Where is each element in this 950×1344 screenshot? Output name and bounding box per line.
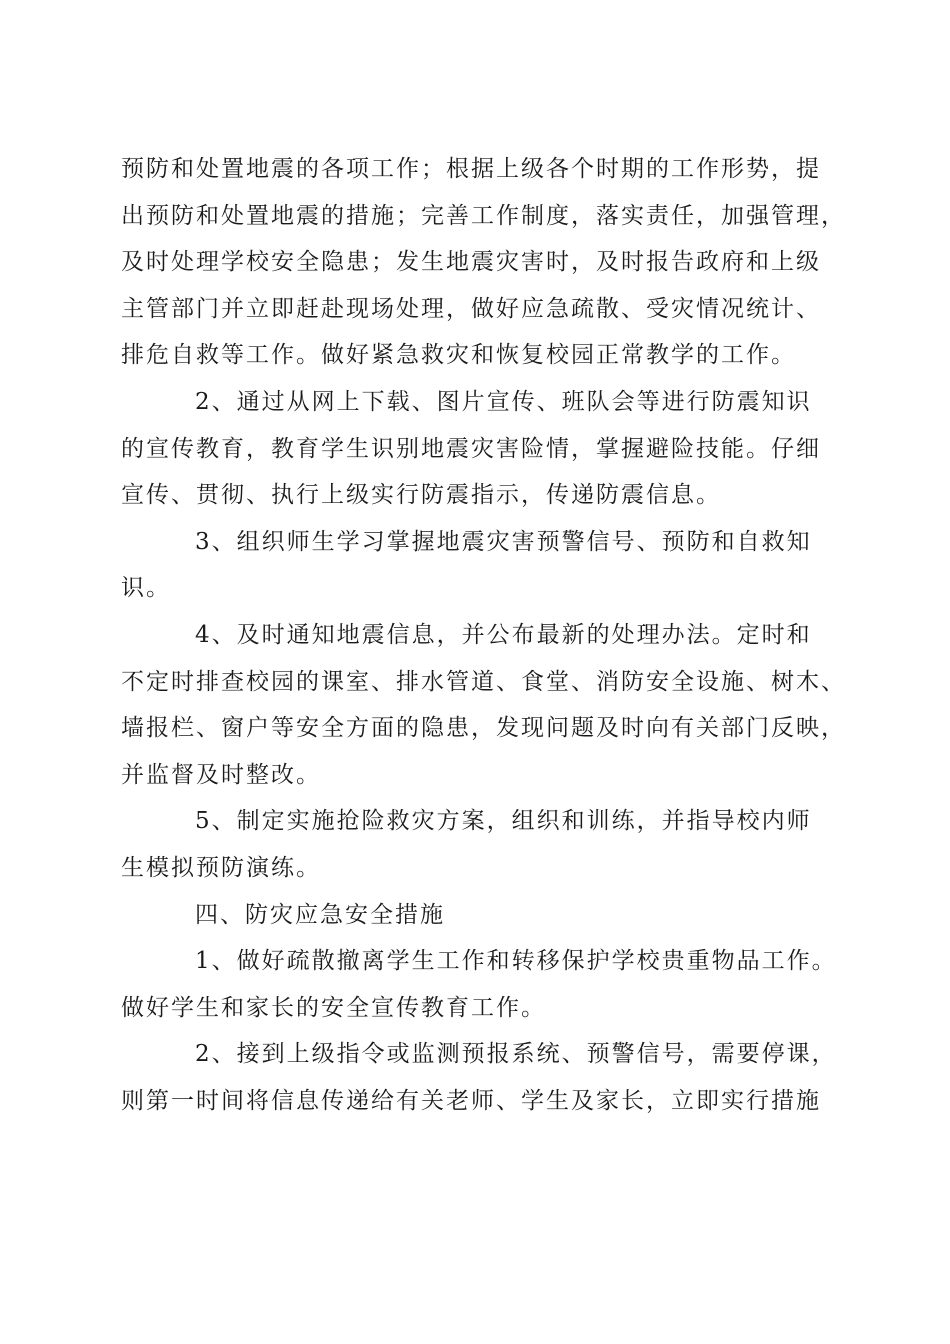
text-line: 主管部门并立即赶赴现场处理，做好应急疏散、受灾情况统计、 (121, 295, 821, 322)
text-line: 墙报栏、窗户等安全方面的隐患，发现问题及时向有关部门反映， (121, 715, 846, 742)
text-line: 则第一时间将信息传递给有关老师、学生及家长，立即实行措施 (121, 1087, 821, 1114)
paragraph-start-line: 1、做好疏散撤离学生工作和转移保护学校贵重物品工作。 (195, 948, 837, 975)
text-line: 识。 (121, 575, 171, 602)
text-line: 做好学生和家长的安全宣传教育工作。 (121, 994, 546, 1021)
text-line: 出预防和处置地震的措施；完善工作制度，落实责任，加强管理， (121, 202, 846, 229)
section-heading: 四、防灾应急安全措施 (195, 901, 445, 928)
text-line: 及时处理学校安全隐患；发生地震灾害时，及时报告政府和上级 (121, 249, 821, 276)
paragraph-start-line: 2、通过从网上下载、图片宣传、班队会等进行防震知识 (195, 388, 812, 415)
paragraph-start-line: 5、制定实施抢险救灾方案，组织和训练，并指导校内师 (195, 808, 812, 835)
text-line: 的宣传教育，教育学生识别地震灾害险情，掌握避险技能。仔细 (121, 435, 821, 462)
paragraph-start-line: 4、及时通知地震信息，并公布最新的处理办法。定时和 (195, 621, 812, 648)
paragraph-start-line: 2、接到上级指令或监测预报系统、预警信号，需要停课， (195, 1041, 837, 1068)
paragraph-start-line: 3、组织师生学习掌握地震灾害预警信号、预防和自救知 (195, 528, 812, 555)
text-line: 并监督及时整改。 (121, 761, 321, 788)
document-body (121, 146, 846, 1124)
text-line: 不定时排查校园的课室、排水管道、食堂、消防安全设施、树木、 (121, 668, 846, 695)
text-line: 宣传、贯彻、执行上级实行防震指示，传递防震信息。 (121, 482, 721, 509)
text-line: 生模拟预防演练。 (121, 854, 321, 881)
text-line: 预防和处置地震的各项工作；根据上级各个时期的工作形势，提 (121, 156, 821, 182)
text-line: 排危自救等工作。做好紧急救灾和恢复校园正常教学的工作。 (121, 342, 796, 369)
